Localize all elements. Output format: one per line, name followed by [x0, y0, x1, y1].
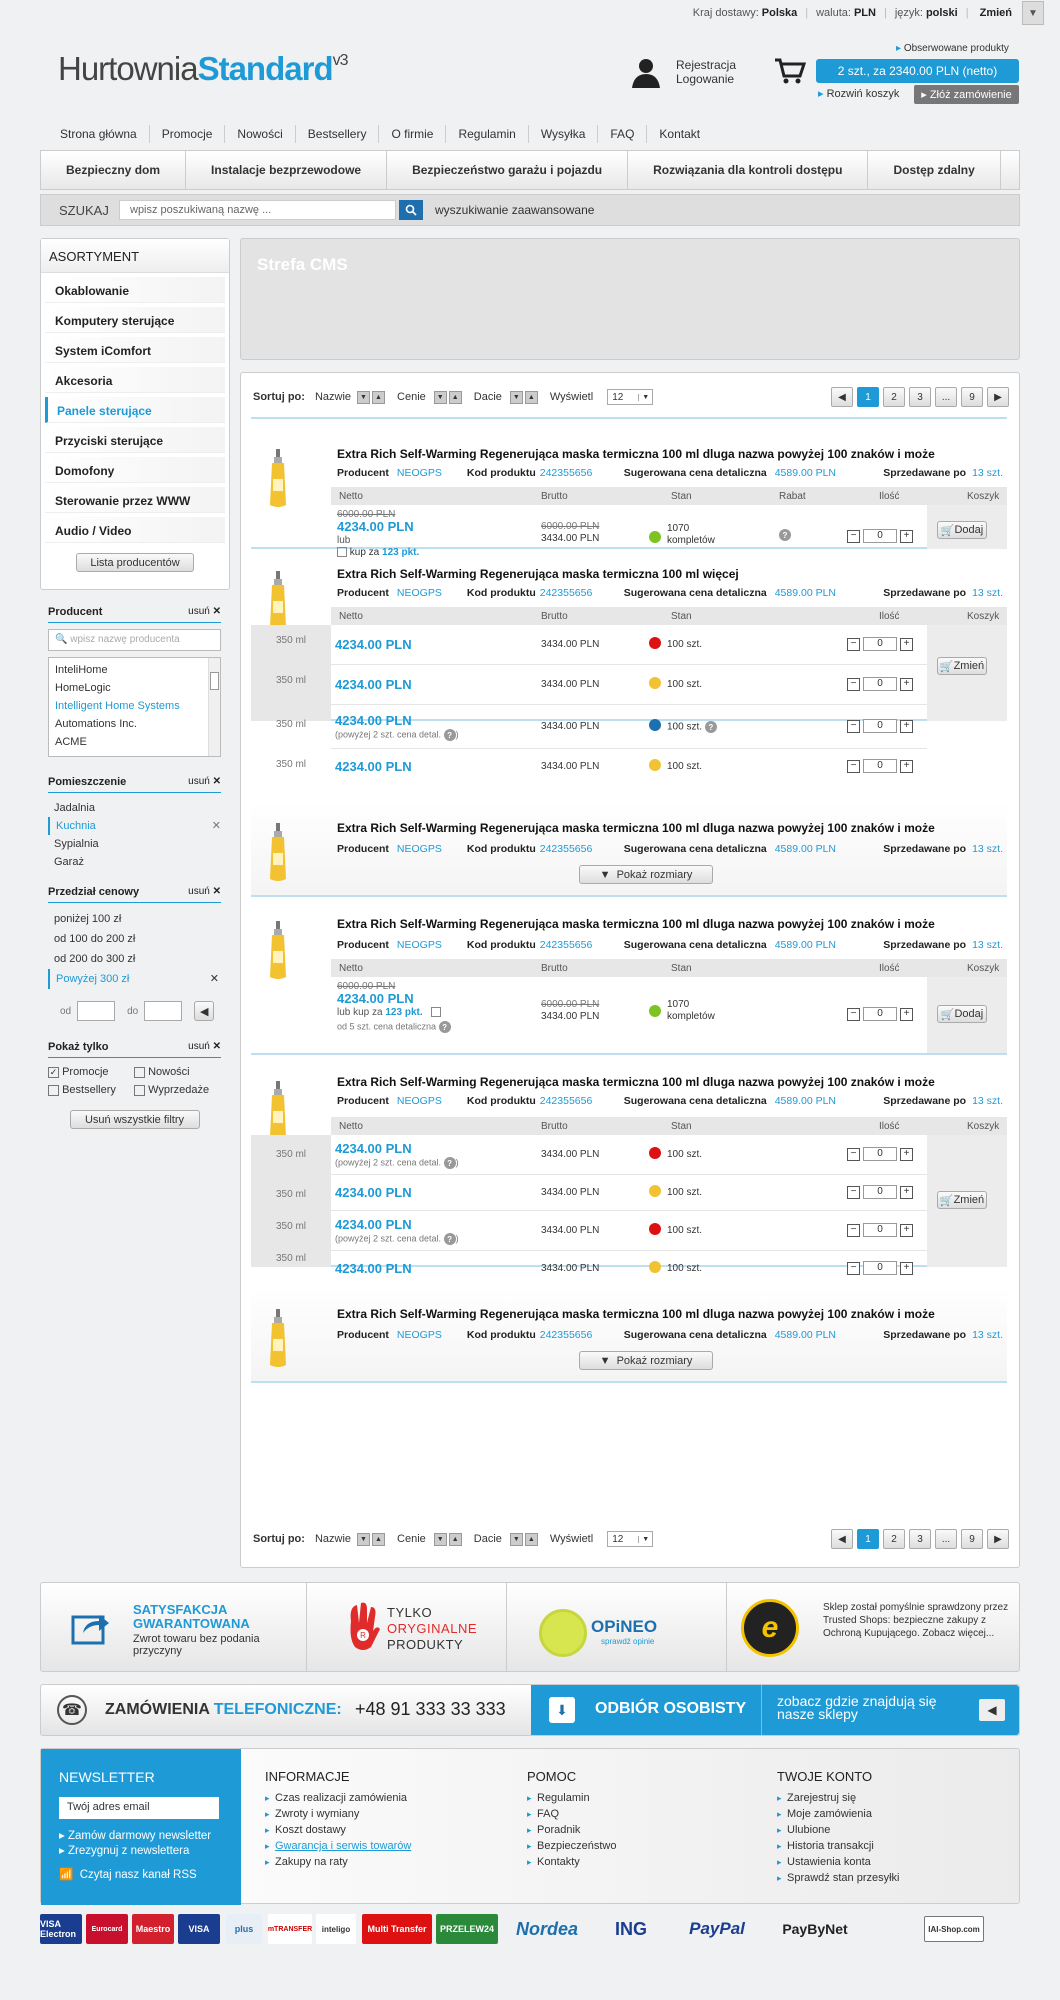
table-header: Netto Brutto Stan Ilość Koszyk [331, 959, 1007, 977]
payment-logo: Nordea [515, 1918, 578, 1939]
producer-link[interactable]: NEOGPS [396, 1095, 442, 1107]
assortment-title: ASORTYMENT [41, 239, 229, 273]
per-page-select[interactable]: 12 ▼ [607, 1531, 653, 1547]
stock-status-icon [649, 531, 661, 543]
next-page-icon[interactable]: ▶ [987, 1529, 1009, 1549]
sidebar-item[interactable]: Komputery sterujące [45, 307, 225, 333]
remove-filter-link[interactable]: usuń ✕ [188, 776, 221, 787]
chevron-down-icon[interactable]: ▼ [1022, 1, 1044, 25]
stock-status-icon [649, 1223, 661, 1235]
sort-date-label: Dacie [473, 391, 502, 403]
sort-asc-icon[interactable]: ▲ [525, 1533, 538, 1546]
sort-asc-icon[interactable]: ▲ [449, 1533, 462, 1546]
stock-status-icon [649, 1147, 661, 1159]
currency-value[interactable]: PLN [853, 7, 876, 19]
footer-link[interactable]: ▸ FAQ [527, 1806, 617, 1822]
producer-option[interactable]: ACME [55, 736, 87, 748]
prev-page-icon[interactable]: ◀ [831, 387, 853, 407]
close-icon: ✕ [209, 973, 219, 985]
quantity-stepper[interactable]: − 0 + [847, 1185, 913, 1199]
sidebar-item-active[interactable]: Panele sterujące [45, 397, 225, 423]
quantity-stepper[interactable]: − 0 + [847, 1223, 913, 1237]
hand-icon [347, 1601, 381, 1653]
table-row: 4234.00 PLN (powyżej 2 szt. cena detal. ? ) 3434.00 PLN 100 szt. ? − 0 + [331, 705, 927, 749]
download-box-icon: ⬇ [549, 1697, 575, 1723]
footer-link[interactable]: ▸ Poradnik [527, 1822, 617, 1838]
product-title[interactable]: Extra Rich Self-Warming Regenerująca maska termiczna 100 ml więcej [337, 567, 739, 581]
main-menu [48, 125, 712, 143]
filter-title: Pokaż tylko [48, 1041, 109, 1053]
price-to-input[interactable] [144, 1001, 182, 1021]
footer-help-column: POMOC ▸ Regulamin ▸ FAQ ▸ Poradnik ▸ Bezpieczeństwo ▸ Kontakty [527, 1769, 617, 1870]
sidebar-item[interactable]: Domofony [45, 457, 225, 483]
prev-page-icon[interactable]: ◀ [831, 1529, 853, 1549]
rss-icon: 📶 [59, 1869, 74, 1881]
rss-link[interactable]: 📶 Czytaj nasz kanał RSS [59, 1869, 197, 1881]
stock-status-icon [649, 677, 661, 689]
price-option[interactable]: od 100 do 200 zł [54, 933, 136, 945]
sort-label: Sortuj po: [253, 391, 305, 403]
unsubscribe-link[interactable]: ▸ Zrezygnuj z newslettera [59, 1845, 190, 1857]
page-button[interactable]: 9 [961, 387, 983, 407]
cms-title: Strefa CMS [257, 255, 348, 274]
footer-link[interactable]: ▸ Moje zamówienia [777, 1806, 900, 1822]
page-ellipsis: ... [935, 387, 957, 407]
menu-promotions[interactable]: Promocje [150, 125, 226, 143]
stock-status-icon [649, 1185, 661, 1197]
quantity-stepper[interactable]: − 0 + [847, 719, 913, 733]
stock-status-icon [649, 1005, 661, 1017]
room-option[interactable]: Garaż [54, 856, 84, 868]
add-to-cart-button[interactable]: 🛒 Dodaj [937, 1005, 987, 1023]
show-sizes-button[interactable]: ▼ Pokaż rozmiary [579, 865, 713, 884]
cart-summary-button[interactable]: 2 szt., za 2340.00 PLN (netto) [816, 59, 1019, 83]
producer-link[interactable]: NEOGPS [396, 467, 442, 479]
logo[interactable] [58, 50, 348, 88]
subscribe-link[interactable]: ▸ Zamów darmowy newsletter [59, 1830, 212, 1842]
table-row: 4234.00 PLN (powyżej 2 szt. cena detal. ? ) 3434.00 PLN 100 szt. − 0 + [331, 1135, 927, 1175]
category-tab[interactable]: Bezpieczeństwo garażu i pojazdu [387, 151, 628, 189]
producer-option[interactable]: HomeLogic [55, 682, 111, 694]
product-meta: Producent NEOGPS Kod produktu 242355656 Sugerowana cena detaliczna 4589.00 PLN Sprzedawane po 13 szt. [337, 843, 1003, 855]
question-icon[interactable]: ? [439, 1021, 451, 1033]
quantity-stepper[interactable]: − 0 + [847, 677, 913, 691]
quantity-stepper[interactable]: − 0 + [847, 637, 913, 651]
trusted-shops-text[interactable]: Sklep został pomyślnie sprawdzony przez Trusted Shops: bezpieczne zakupy z Ochroną Kupującego. Zobacz więcej... [823, 1602, 1009, 1639]
menu-bestsellers[interactable]: Bestsellery [296, 125, 380, 143]
stock-status-icon [649, 637, 661, 649]
price-from-label: od [60, 1005, 72, 1017]
product-image[interactable] [265, 823, 291, 883]
pagination-bottom [831, 1529, 1009, 1549]
footer-link[interactable]: ▸ Koszt dostawy [265, 1822, 411, 1838]
assortment-panel [40, 238, 230, 590]
sort-asc-icon[interactable]: ▲ [449, 391, 462, 404]
producer-link[interactable]: NEOGPS [396, 1329, 442, 1341]
menu-new[interactable]: Nowości [225, 125, 295, 143]
page-button[interactable]: 1 [857, 1529, 879, 1549]
footer-link[interactable]: ▸ Zwroty i wymiany [265, 1806, 411, 1822]
iai-shop-badge[interactable]: IAI-Shop.com [924, 1916, 984, 1942]
sort-asc-icon[interactable]: ▲ [372, 1533, 385, 1546]
checkbox-bestsellers[interactable]: Bestsellery [48, 1084, 134, 1096]
sidebar-item[interactable]: Akcesoria [45, 367, 225, 393]
table-header: Netto Brutto Stan Ilość Koszyk [331, 1117, 1007, 1135]
clear-filters-button[interactable]: Usuń wszystkie filtry [70, 1110, 200, 1129]
phone-icon: ☎ [57, 1695, 87, 1725]
product-meta: Producent NEOGPS Kod produktu 242355656 Sugerowana cena detaliczna 4589.00 PLN Sprzedawane po 13 szt. [337, 939, 1003, 951]
price-option-selected[interactable]: Powyżej 300 zł ✕ [48, 969, 221, 989]
footer-link[interactable]: ▸ Zarejestruj się [777, 1790, 900, 1806]
sort-desc-icon[interactable]: ▼ [357, 391, 370, 404]
show-sizes-button[interactable]: ▼ Pokaż rozmiary [579, 1351, 713, 1370]
footer-link[interactable]: ▸ Regulamin [527, 1790, 617, 1806]
payment-logo: Eurocard [86, 1914, 128, 1944]
producers-list-button[interactable]: Lista producentów [76, 553, 194, 572]
product-image[interactable] [265, 1081, 291, 1141]
product-title[interactable]: Extra Rich Self-Warming Regenerująca maska termiczna 100 ml dluga nazwa powyżej 100 znaków i może [337, 821, 935, 835]
remove-filter-link[interactable]: usuń ✕ [188, 886, 221, 897]
register-link[interactable]: Rejestracja [676, 58, 737, 72]
original-products-badge[interactable]: R TYLKO ORYGINALNE PRODUKTY [307, 1583, 507, 1671]
language-value[interactable]: polski [925, 7, 958, 19]
price-to-label: do [127, 1005, 139, 1017]
sidebar-item[interactable]: System iComfort [45, 337, 225, 363]
producer-option[interactable]: InteliHome [55, 664, 108, 676]
category-tab[interactable]: Bezpieczny dom [41, 151, 186, 189]
pagination [831, 387, 1009, 407]
producer-search-input[interactable]: 🔍 wpisz nazwę producenta [48, 629, 221, 651]
footer-link[interactable]: ▸ Ulubione [777, 1822, 900, 1838]
product-title[interactable]: Extra Rich Self-Warming Regenerująca maska termiczna 100 ml dluga nazwa powyżej 100 znaków i może [337, 1075, 935, 1089]
country-label: Kraj dostawy: [692, 7, 759, 19]
place-order-button[interactable]: ▸ Złóż zamówienie [914, 85, 1019, 104]
size-label: 350 ml [275, 759, 306, 770]
footer-link[interactable]: ▸ Bezpieczeństwo [527, 1838, 617, 1854]
arrow-left-icon: ◀ [979, 1699, 1005, 1721]
question-icon[interactable]: ? [779, 529, 791, 541]
newsletter-panel: NEWSLETTER Twój adres email ▸ Zamów darmowy newsletter ▸ Zrezygnuj z newslettera 📶 Czytaj nasz kanał RSS [41, 1749, 241, 1905]
price-option[interactable]: od 200 do 300 zł [54, 953, 136, 965]
page-button[interactable]: 1 [857, 387, 879, 407]
checkbox-promotions[interactable]: ✓ Promocje [49, 1066, 109, 1078]
change-cart-button[interactable]: 🛒 Zmień [937, 657, 987, 675]
advanced-search-link[interactable]: wyszukiwanie zaawansowane [435, 203, 595, 217]
per-page-select[interactable]: 12 ▼ [607, 389, 653, 405]
question-icon[interactable]: ? [705, 721, 717, 733]
payment-logo: inteligo [316, 1914, 356, 1944]
svg-text:R: R [360, 1631, 366, 1640]
room-option[interactable]: Jadalnia [54, 802, 95, 814]
table-header: Netto Brutto Stan Ilość Koszyk [331, 607, 1007, 625]
sort-desc-icon[interactable]: ▼ [510, 1533, 523, 1546]
quantity-stepper[interactable]: − 0 + [847, 1261, 913, 1275]
product-card [251, 1287, 1007, 1383]
page-button[interactable]: 2 [883, 1529, 905, 1549]
room-option[interactable]: Sypialnia [54, 838, 99, 850]
product-image[interactable] [265, 449, 291, 509]
menu-shipping[interactable]: Wysyłka [529, 125, 599, 143]
footer-link[interactable]: ▸ Ustawienia konta [777, 1854, 900, 1870]
user-icon[interactable] [630, 56, 662, 88]
pickup-banner[interactable]: ⬇ ODBIÓR OSOBISTY zobacz gdzie znajdują się nasze sklepy ◀ [531, 1685, 1019, 1735]
product-listing [240, 372, 1020, 1568]
room-option-selected[interactable]: Kuchnia ✕ [48, 817, 221, 835]
quantity-stepper[interactable]: − 0 + [847, 529, 913, 543]
checkbox-sales[interactable]: Wyprzedaże [134, 1084, 220, 1096]
stock-status-icon [649, 1261, 661, 1273]
change-settings-link[interactable]: Zmień [979, 7, 1012, 19]
watched-products-link[interactable]: ▸ Obserwowane produkty [896, 43, 1009, 54]
category-tab[interactable]: Instalacje bezprzewodowe [186, 151, 387, 189]
footer-link[interactable]: ▸ Czas realizacji zamówienia [265, 1790, 411, 1806]
table-row: 4234.00 PLN 3434.00 PLN 100 szt. − 0 + [331, 1175, 927, 1211]
cart-icon [539, 1609, 587, 1657]
add-to-cart-button[interactable]: 🛒 Dodaj [937, 521, 987, 539]
account-links [676, 58, 736, 86]
filter-title: Pomieszczenie [48, 776, 127, 788]
show-only-filter [48, 1041, 221, 1129]
product-title[interactable]: Extra Rich Self-Warming Regenerująca maska termiczna 100 ml dluga nazwa powyżej 100 znaków i może [337, 447, 935, 461]
category-tab[interactable]: Dostęp zdalny [868, 151, 1000, 189]
sidebar-item[interactable]: Sterowanie przez WWW [45, 487, 225, 513]
sort-bar [253, 387, 653, 407]
quantity-stepper[interactable]: − 0 + [847, 759, 913, 773]
menu-home[interactable]: Strona główna [48, 125, 150, 143]
size-label: 350 ml [275, 1221, 306, 1232]
sort-desc-icon[interactable]: ▼ [510, 391, 523, 404]
checkbox-new[interactable]: Nowości [134, 1066, 220, 1078]
sort-desc-icon[interactable]: ▼ [434, 391, 447, 404]
payment-logo: Maestro [132, 1914, 174, 1944]
producer-link[interactable]: NEOGPS [396, 587, 442, 599]
sidebar-item[interactable]: Okablowanie [45, 277, 225, 303]
room-filter [48, 776, 221, 871]
logo-version: v3 [332, 52, 348, 69]
table-header: Netto Brutto Stan Rabat Ilość Koszyk [331, 487, 1007, 505]
sort-asc-icon[interactable]: ▲ [372, 391, 385, 404]
producer-list [48, 657, 221, 757]
login-link[interactable]: Logowanie [676, 72, 735, 86]
sort-desc-icon[interactable]: ▼ [357, 1533, 370, 1546]
size-label: 350 ml [275, 1189, 306, 1200]
sort-desc-icon[interactable]: ▼ [434, 1533, 447, 1546]
product-title[interactable]: Extra Rich Self-Warming Regenerująca maska termiczna 100 ml dluga nazwa powyżej 100 znaków i może [337, 917, 935, 931]
footer-link[interactable]: ▸ Kontakty [527, 1854, 617, 1870]
table-row: 4234.00 PLN 3434.00 PLN 100 szt. − 0 + [331, 665, 927, 705]
page-button[interactable]: 3 [909, 387, 931, 407]
filter-title: Producent [48, 606, 103, 618]
table-row: 4234.00 PLN 3434.00 PLN 100 szt. − 0 + [331, 625, 927, 665]
payment-logo: VISA Electron [40, 1914, 82, 1944]
category-bar [40, 150, 1020, 190]
footer-link[interactable]: ▸ Historia transakcji [777, 1838, 900, 1854]
change-cart-button[interactable]: 🛒 Zmień [937, 1191, 987, 1209]
buy-for-points-checkbox[interactable]: lub kup za 123 pkt. [337, 1007, 441, 1018]
product-card [251, 909, 1007, 1055]
search-input[interactable]: wpisz poszukiwaną nazwę ... [119, 200, 396, 220]
table-row: 4234.00 PLN 3434.00 PLN 100 szt. − 0 + [331, 749, 927, 785]
sort-bar-bottom: Sortuj po: Nazwie ▼ ▲ Cenie ▼ ▲ Dacie ▼ ▲ Wyświetl 12 ▼ [253, 1529, 653, 1549]
top-bar: Kraj dostawy: Polska | waluta: PLN | język: polski | Zmień ▼ [693, 0, 1044, 26]
page-button[interactable]: 2 [883, 387, 905, 407]
producer-scrollbar[interactable] [208, 658, 220, 756]
payment-logo: plus [226, 1914, 262, 1944]
footer-link[interactable]: ▸ Gwarancja i serwis towarów [265, 1838, 411, 1854]
next-page-icon[interactable]: ▶ [987, 387, 1009, 407]
sort-price-label: Cenie [397, 391, 426, 403]
size-label: 350 ml [275, 1253, 306, 1264]
filter-title: Przedział cenowy [48, 886, 140, 898]
buy-for-points-checkbox[interactable]: kup za 123 pkt. [337, 547, 419, 558]
payment-logo: PayByNet [782, 1921, 848, 1937]
producer-link[interactable]: NEOGPS [396, 843, 442, 855]
payment-logo: Multi Transfer [362, 1914, 432, 1944]
product-image[interactable] [265, 1309, 291, 1369]
product-card [251, 801, 1007, 897]
menu-terms[interactable]: Regulamin [446, 125, 528, 143]
per-page-label: Wyświetl [549, 391, 594, 403]
page-ellipsis: ... [935, 1529, 957, 1549]
phone-number[interactable]: +48 91 333 33 333 [355, 1699, 506, 1719]
search-bar [40, 194, 1020, 226]
currency-label: waluta: [816, 7, 851, 19]
producer-filter [48, 606, 221, 757]
size-label: 350 ml [275, 719, 306, 730]
menu-faq[interactable]: FAQ [598, 125, 647, 143]
producer-option-selected[interactable]: Intelligent Home Systems [55, 700, 180, 712]
payment-logo: ING [614, 1918, 647, 1939]
sort-asc-icon[interactable]: ▲ [525, 391, 538, 404]
footer-link[interactable]: ▸ Zakupy na raty [265, 1854, 411, 1870]
close-icon: ✕ [211, 820, 221, 832]
stock-status-icon [649, 759, 661, 771]
price-option[interactable]: poniżej 100 zł [54, 913, 122, 925]
product-image[interactable] [265, 921, 291, 981]
satisfaction-badge[interactable]: SATYSFAKCJA GWARANTOWANA Zwrot towaru bez podania przyczyny [41, 1583, 307, 1671]
search-icon[interactable] [399, 200, 423, 220]
price-from-input[interactable] [77, 1001, 115, 1021]
product-meta: Producent NEOGPS Kod produktu 242355656 Sugerowana cena detaliczna 4589.00 PLN Sprzedawane po 13 szt. [337, 1329, 1003, 1341]
remove-filter-link[interactable]: usuń ✕ [188, 606, 221, 617]
language-label: język: [894, 7, 923, 19]
table-row: 4234.00 PLN (powyżej 2 szt. cena detal. ? ) 3434.00 PLN 100 szt. − 0 + [331, 1211, 927, 1251]
size-label: 350 ml [275, 635, 306, 646]
sidebar-item[interactable]: Audio / Video [45, 517, 225, 543]
search-label: SZUKAJ [59, 202, 109, 218]
product-title[interactable]: Extra Rich Self-Warming Regenerująca maska termiczna 100 ml dluga nazwa powyżej 100 znaków i może [337, 1307, 935, 1321]
page-button[interactable]: 9 [961, 1529, 983, 1549]
quantity-stepper[interactable]: − 0 + [847, 1147, 913, 1161]
trust-strip [40, 1582, 1020, 1672]
newsletter-email-input[interactable]: Twój adres email [59, 1797, 219, 1819]
payment-logo: PRZELEW24 [436, 1914, 498, 1944]
producer-link[interactable]: NEOGPS [396, 939, 442, 951]
remove-filter-link[interactable]: usuń ✕ [188, 1041, 221, 1052]
contact-strip: ☎ ZAMÓWIENIA TELEFONICZNE: +48 91 333 33 333 ⬇ ODBIÓR OSOBISTY zobacz gdzie znajdują się nasze sklepy ◀ [40, 1684, 1020, 1736]
size-label: 350 ml [275, 675, 306, 686]
menu-about[interactable]: O firmie [379, 125, 446, 143]
table-row: 4234.00 PLN 3434.00 PLN 100 szt. − 0 + [331, 1251, 927, 1285]
opineo-badge[interactable]: OPiNEO sprawdź opinie [507, 1583, 727, 1671]
product-meta: Producent NEOGPS Kod produktu 242355656 Sugerowana cena detaliczna 4589.00 PLN Sprzedawane po 13 szt. [337, 587, 1003, 599]
stock-status-icon [649, 719, 661, 731]
cart-column [927, 505, 1007, 549]
size-label: 350 ml [275, 1149, 306, 1160]
quantity-stepper[interactable]: − 0 + [847, 1007, 913, 1021]
product-image[interactable] [265, 571, 291, 631]
return-arrow-icon [71, 1609, 111, 1645]
logo-part-1: Hurtownia [58, 50, 198, 87]
sidebar-item[interactable]: Przyciski sterujące [45, 427, 225, 453]
sort-name-label: Nazwie [314, 391, 352, 403]
footer-link[interactable]: ▸ Sprawdź stan przesyłki [777, 1870, 900, 1886]
arrow-left-icon[interactable]: ◀ [194, 1001, 214, 1021]
expand-cart-link[interactable]: ▸ Rozwiń koszyk [818, 88, 900, 100]
country-value[interactable]: Polska [761, 7, 798, 19]
cart-icon[interactable] [774, 58, 806, 84]
price-filter [48, 886, 221, 1021]
payment-logo: PayPal [689, 1919, 745, 1938]
table-row: 6000.00 PLN 4234.00 PLN lub kup za 123 pkt. 6000.00 PLN 3434.00 PLN 1070 kompletów ? − 0 + [331, 505, 927, 549]
product-meta: Producent NEOGPS Kod produktu 242355656 Sugerowana cena detaliczna 4589.00 PLN Sprzedawane po 13 szt. [337, 1095, 1003, 1107]
menu-contact[interactable]: Kontakt [659, 127, 701, 141]
page-button[interactable]: 3 [909, 1529, 931, 1549]
producer-option[interactable]: Automations Inc. [55, 718, 137, 730]
footer-account-column: TWOJE KONTO ▸ Zarejestruj się ▸ Moje zamówienia ▸ Ulubione ▸ Historia transakcji ▸ Ustawienia konta ▸ Sprawdź stan przesyłki [777, 1769, 900, 1886]
category-tab[interactable]: Rozwiązania dla kontroli dostępu [628, 151, 868, 189]
payment-logo: mTRANSFER [268, 1914, 312, 1944]
logo-part-2: Standard [197, 50, 333, 87]
product-card [251, 439, 1007, 558]
footer-info-column: INFORMACJE ▸ Czas realizacji zamówienia ▸ Zwroty i wymiany ▸ Koszt dostawy ▸ Gwarancja i serwis towarów ▸ Zakupy na raty [265, 1769, 411, 1870]
trusted-shops-seal[interactable]: e [741, 1599, 799, 1657]
cms-zone [240, 238, 1020, 360]
table-row: 6000.00 PLN 4234.00 PLN lub kup za 123 pkt. od 5 szt. cena detaliczna ? 6000.00 PLN 3434.00 PLN 1070 kompletów − 0 + [331, 977, 927, 1053]
footer [40, 1748, 1020, 1904]
product-meta: Producent NEOGPS Kod produktu 242355656 Sugerowana cena detaliczna 4589.00 PLN Sprzedawane po 13 szt. [337, 467, 1003, 479]
payment-logo: VISA [178, 1914, 220, 1944]
